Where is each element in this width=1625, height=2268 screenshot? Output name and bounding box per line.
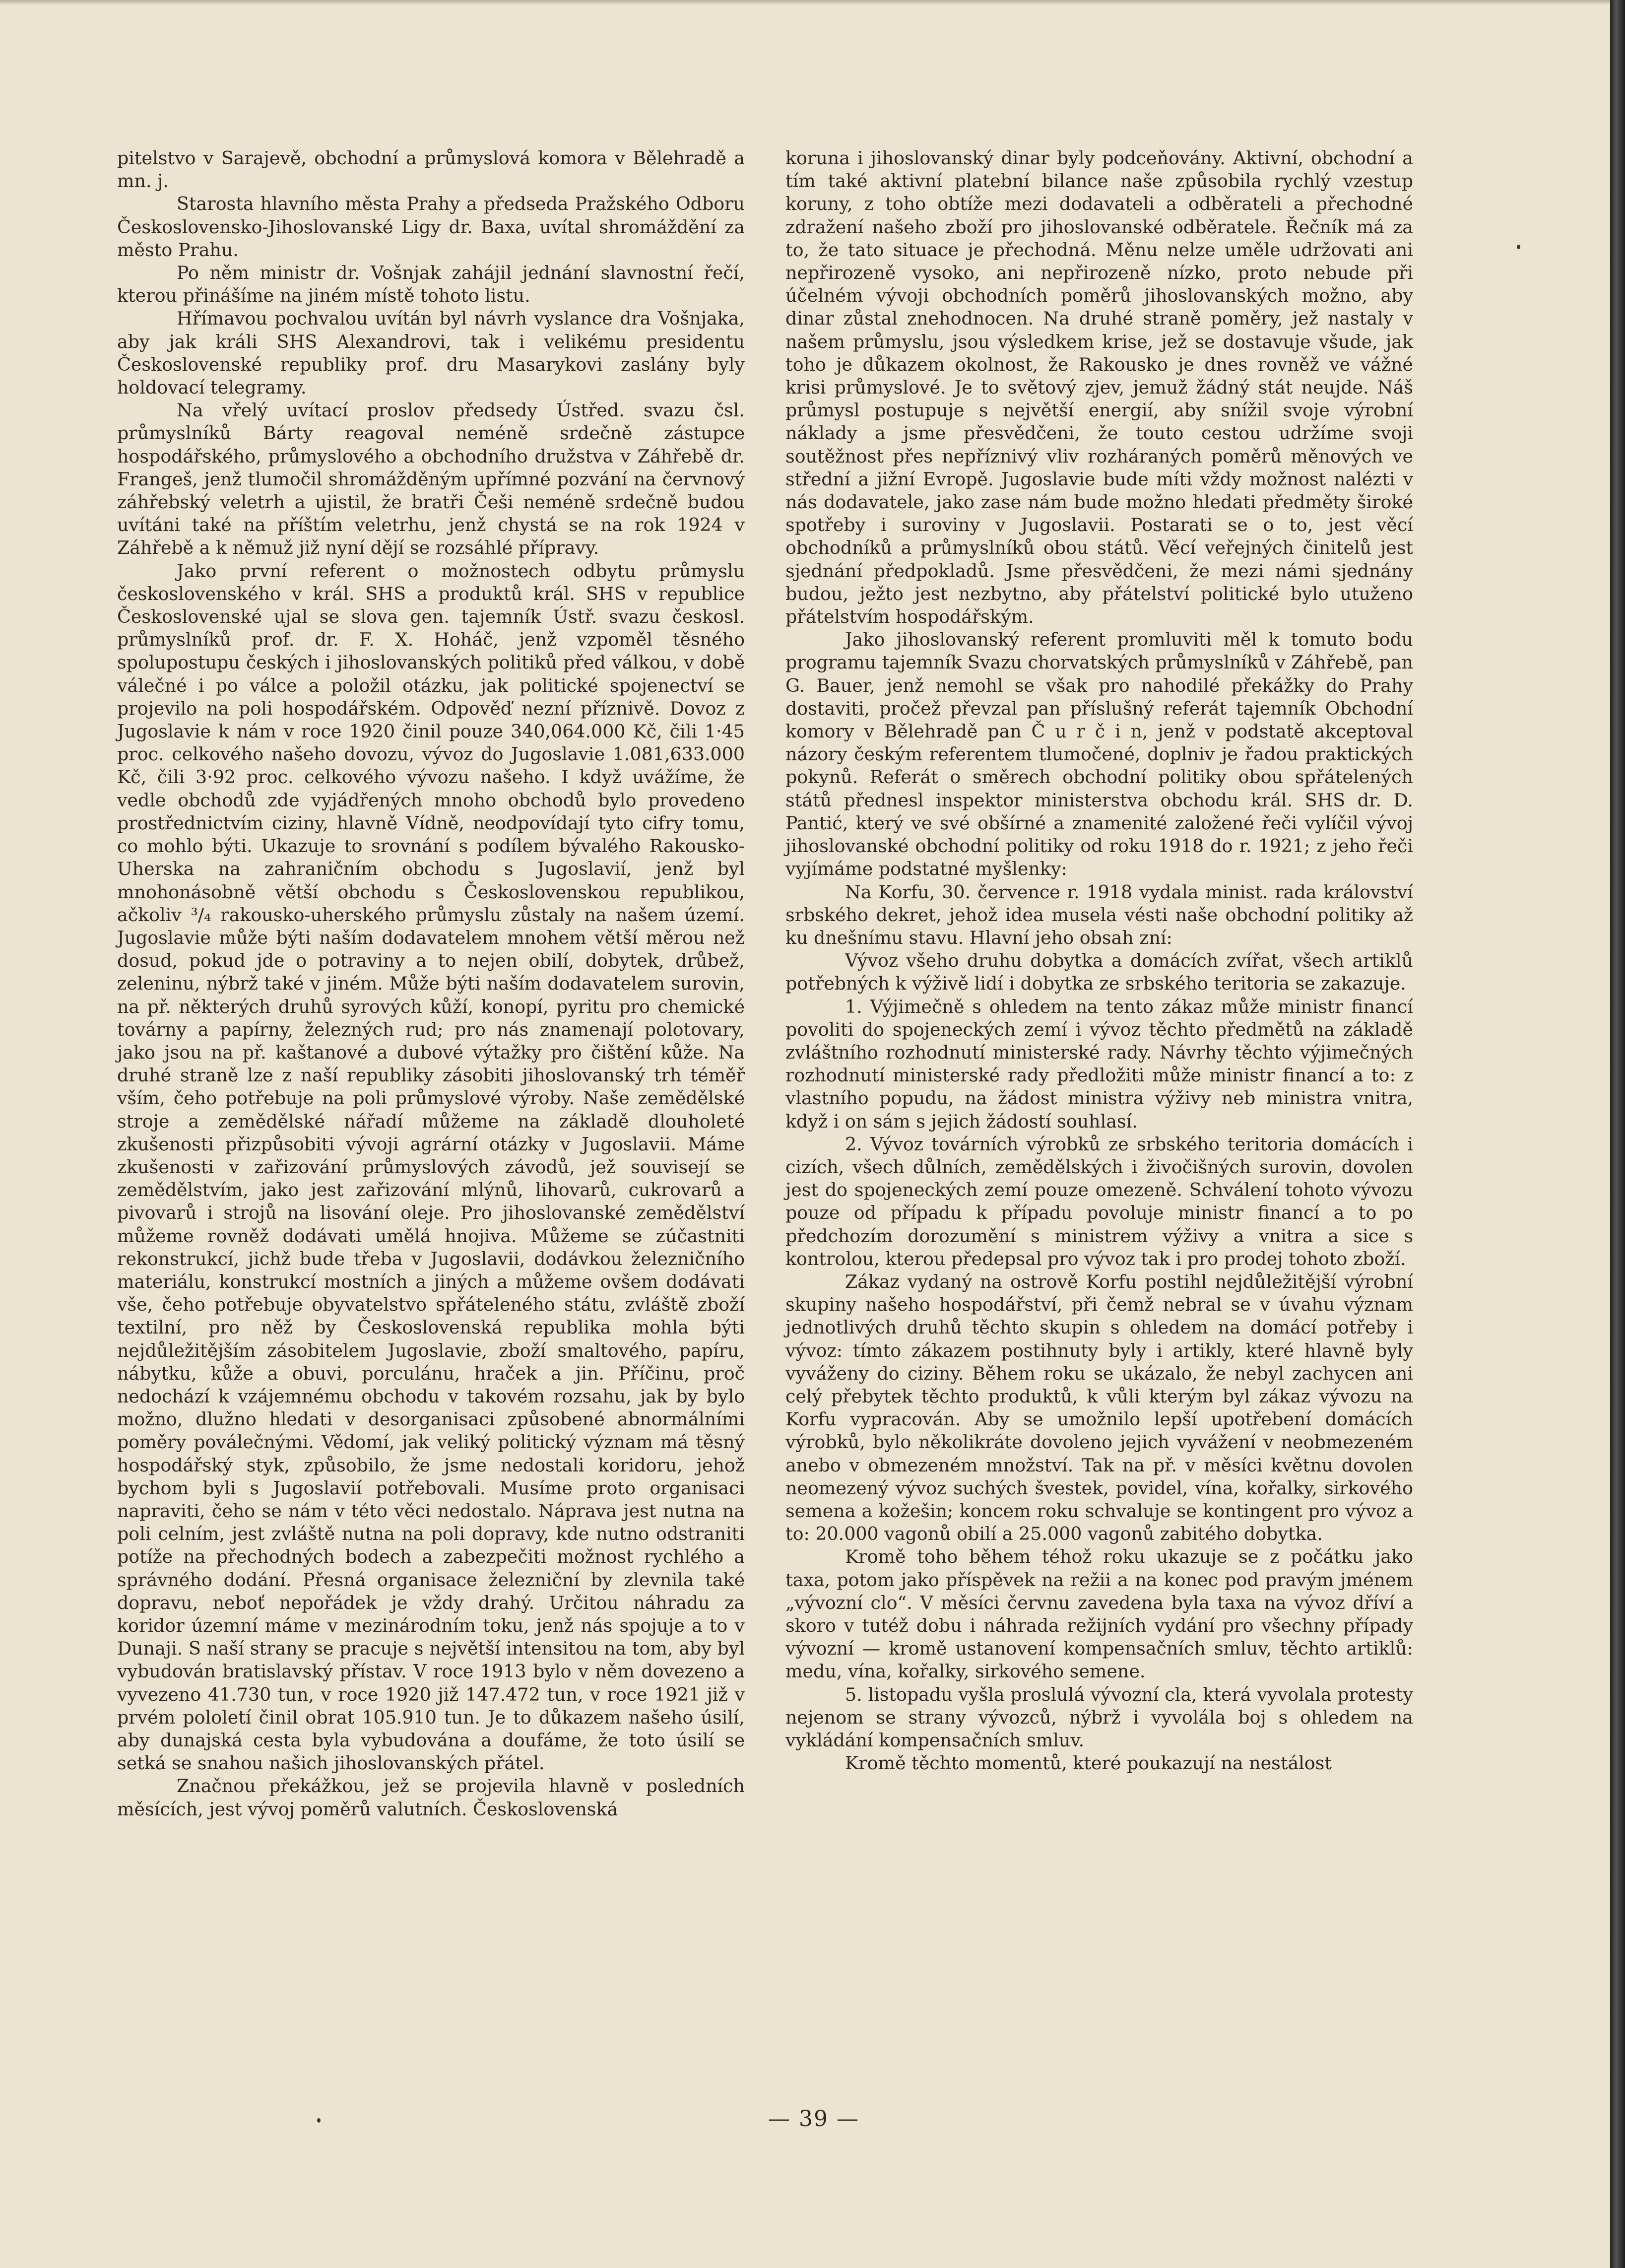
paragraph: Na Korfu, 30. července r. 1918 vydala minist. rada království srbského dekret, jehož idea musela vésti naše obchodní politiky až ku dnešnímu stavu. Hlavní jeho obsah zní: [785,881,1413,948]
page-number: — 39 — [768,2106,859,2132]
paragraph: Vývoz všeho druhu dobytka a domácích zvířat, všech artiklů potřebných k výživě lidí i dobytka ze srbského teritoria se zakazuje. [785,950,1413,995]
paragraph: Jako jihoslovanský referent promluviti měl k tomuto bodu programu tajemník Svazu chorvatských průmyslníků v Záhřebě, pan G. Bauer, jenž nemohl se však pro nahodilé překážky do Prahy dostaviti, pročež převzal pan příslušný referát tajemník Obchodní komory v Bělehradě pan Č u r č i n, jenž v podstatě akceptoval názory českým referentem tlumočené, doplniv je řadou praktických pokynů. Referát o směrech obchodní politiky obou spřátelených států přednesl inspektor ministerstva obchodu král. SHS dr. D. Pantić, který ve své obšírné a znamenité založené řeči vylíčil vývoj jihoslovanské obchodní politiky od roku 1918 do r. 1921; z jeho řeči vyjímáme podstatné myšlenky: [785,629,1413,880]
paragraph: Kromě toho během téhož roku ukazuje se z počátku jako taxa, potom jako příspěvek na režii a na konec pod pravým jménem „vývozní clo“. V měsíci červnu zavedena byla taxa na vývoz dříví a skoro v tutéž dobu i náhrada režijních vydání pro všechny případy vývozní — kromě ustanovení kompensačních smluv, těchto artiklů: medu, vína, kořalky, sirkového semene. [785,1546,1413,1682]
left-text-column [117,147,745,1821]
ink-speck [317,2118,321,2123]
paragraph: 1. Výjimečně s ohledem na tento zákaz může ministr financí povoliti do spojeneckých zemí i vývoz těchto předmětů na základě zvláštního rozhodnutí ministerské rady. Návrhy těchto výjimečných rozhodnutí ministerské rady předložiti může ministr financí a to: z vlastního popudu, na žádost ministra výživy neb ministra vnitra, když i on sám s jejich žádostí souhlasí. [785,996,1413,1132]
paragraph: Zákaz vydaný na ostrově Korfu postihl nejdůležitější výrobní skupiny našeho hospodářství, při čemž nebral se v úvahu význam jednotlivých druhů těchto skupin s ohledem na domácí potřeby i vývoz: tímto zákazem postihnuty byly i artikly, které hlavně byly vyváženy do ciziny. Během roku se ukázalo, že nebyl zachycen ani celý přebytek těchto produktů, k vůli kterým byl zákaz vývozu na Korfu vypracován. Aby se umožnilo lepší upotřebení domácích výrobků, bylo několikráte dovoleno jejich vyvážení v neobmezeném anebo v obmezeném množství. Tak na př. v měsíci květnu dovolen neomezený vývoz suchých švestek, povidel, vína, kořalky, sirkového semena a kožešin; koncem roku schvaluje se kontingent pro vývoz a to: 20.000 vagonů obilí a 25.000 vagonů zabitého dobytka. [785,1270,1413,1545]
paragraph: Značnou překážkou, jež se projevila hlavně v posledních měsících, jest vývoj poměrů valutních. Československá [117,1775,745,1820]
paragraph: Jako první referent o možnostech odbytu průmyslu československého v král. SHS a produktů král. SHS v republice Československé ujal se slova gen. tajemník Ústř. svazu českosl. průmyslníků prof. dr. F. X. Hoháč, jenž vzpoměl těsného spolupostupu českých i jihoslovanských politiků před válkou, v době válečné i po válce a položil otázku, jak politické spojenectví se projevilo na poli hospodářském. Odpověď nezní příznivě. Dovoz z Jugoslavie k nám v roce 1920 činil pouze 340,064.000 Kč, čili 1·45 proc. celkového našeho dovozu, vývoz do Jugoslavie 1.081,633.000 Kč, čili 3·92 proc. celkového vývozu našeho. I když uvážíme, že vedle obchodů zde vyjádřených mnoho obchodů bylo provedeno prostřednictvím ciziny, hlavně Vídně, neodpovídají tyto cifry tomu, co mohlo býti. Ukazuje to srovnání s podílem bývalého Rakousko-Uherska na zahraničním obchodu s Jugoslavií, jenž byl mnohonásobně větší obchodu s Československou republikou, ačkoliv ³/₄ rakousko-uherského průmyslu zůstaly na našem území. Jugoslavie může býti naším dodavatelem mnohem větší měrou než dosud, pokud jde o potraviny a to nejen obilí, dobytek, drůbež, zeleninu, nýbrž také v jiném. Může býti naším dodavatelem surovin, na př. některých druhů syrových kůží, konopí, pyritu pro chemické továrny a papírny, železných rud; pro nás znamenají polotovary, jako jsou na př. kaštanové a dubové výtažky pro čištění kůže. Na druhé straně lze z naší republiky zásobiti jihoslovanský trh téměř vším, čeho potřebuje na poli průmyslové výroby. Naše zemědělské stroje a zemědělské nářadí můžeme na základě dlouholeté zkušenosti přizpůsobiti vývoji agrární otázky v Jugoslavii. Máme zkušenosti v zařizování průmyslových závodů, jež souvisejí se zemědělstvím, jako jest zařizování mlýnů, lihovarů, cukrovarů a pivovarů i strojů na lisování oleje. Pro jihoslovanské zemědělství můžeme rovněž dodávati umělá hnojiva. Můžeme se zúčastniti rekonstrukcí, jichž bude třeba v Jugoslavii, dodávkou železničního materiálu, konstrukcí mostních a jiných a můžeme ovšem dodávati vše, čeho potřebuje obyvatelstvo spřáteleného státu, zvláště zboží textilní, pro něž by Československá republika mohla býti nejdůležitějším zásobitelem Jugoslavie, zboží smaltového, papíru, nábytku, kůže a obuvi, porculánu, hraček a jin. Příčinu, proč nedochází k vzájemnému obchodu v takovém rozsahu, jak by bylo možno, dlužno hledati v desorganisaci způsobené abnormálními poměry poválečnými. Vědomí, jak veliký politický význam má těsný hospodářský styk, způsobilo, že jsme nedostali koridoru, jehož bychom byli s Jugoslavií potřebovali. Musíme proto organisaci napraviti, čeho se nám v této věci nedostalo. Náprava jest nutna na poli celním, jest zvláště nutna na poli dopravy, kde nutno odstraniti potíže na přechodných bodech a zabezpečiti možnost rychlého a správného dodání. Přesná organisace železniční by zlevnila také dopravu, neboť nepořádek je vždy drahý. Určitou náhradu za koridor územní máme v mezinárodním toku, jenž nás spojuje a to v Dunaji. S naší strany se pracuje s největší intensitou na tom, aby byl vybudován bratislavský přístav. V roce 1913 bylo v něm dovezeno a vyvezeno 41.730 tun, v roce 1920 již 147.472 tun, v roce 1921 již v prvém pololetí činil obrat 105.910 tun. Je to důkazem našeho úsilí, aby dunajská cesta byla vybudována a doufáme, že toto úsilí se setká se snahou našich jihoslovanských přátel. [117,560,745,1774]
page-binding-edge [1610,0,1625,2268]
page-top-edge [0,0,1610,5]
paragraph: Na vřelý uvítací proslov předsedy Ústřed. svazu čsl. průmyslníků Bárty reagoval neméně srdečně zástupce hospodářského, průmyslového a obchodního družstva v Záhřebě dr. Frangeš, jenž tlumočil shromážděným upřímné pozvání na červnový záhřebský veletrh a ujistil, že bratři Češi neméně srdečně budou uvítáni také na příštím veletrhu, jenž chystá se na rok 1924 v Záhřebě a k němuž již nyní dějí se rozsáhlé přípravy. [117,400,745,559]
paragraph: Kromě těchto momentů, které poukazují na nestálost [845,1752,1332,1774]
paragraph: Hřímavou pochvalou uvítán byl návrh vyslance dra Vošnjaka, aby jak králi SHS Alexandrovi, tak i velikému presidentu Československé republiky prof. dru Masarykovi zaslány byly holdovací telegramy. [117,308,745,399]
paragraph: koruna i jihoslovanský dinar byly podceňovány. Aktivní, obchodní a tím také aktivní platební bilance naše způsobila rychlý vzestup koruny, z toho obtíže mezi dodavateli a odběrateli a přechodné zdražení našeho zboží pro jihoslovanské odběratele. Řečník má za to, že tato situace je přechodná. Měnu nelze uměle udržovati ani nepřirozeně vysoko, ani nepřirozeně nízko, proto nebude při účelném vývoji obchodních poměrů jihoslovanských možno, aby dinar zůstal znehodnocen. Na druhé straně poměry, jež nastaly v našem průmyslu, jsou výsledkem krise, jež se dostavuje všude, jak toho je důkazem okolnost, že Rakousko je dnes rovněž ve vážné krisi průmyslové. Je to světový zjev, jemuž žádný stát neujde. Náš průmysl postupuje s největší energií, aby snížil svoje výrobní náklady a jsme přesvědčeni, že touto cestou udržíme svoji soutěžnost přes nepříznivý vliv rozháraných poměrů měnových ve střední a jižní Evropě. Jugoslavie bude míti vždy možnost nalézti v nás dodavatele, jako zase nám bude možno hledati předměty široké spotřeby i suroviny v Jugoslavii. Postarati se o to, jest věcí obchodníků a průmyslníků obou států. Věcí veřejných činitelů jest sjednání předpokladů. Jsme přesvědčeni, že mezi námi sjednány budou, ježto jest nezbytno, aby přátelství politické bylo utuženo přátelstvím hospodářským. [785,147,1413,628]
paragraph: Po něm ministr dr. Vošnjak zahájil jednání slavnostní řečí, kterou přinášíme na jiném místě tohoto listu. [117,262,745,307]
ink-speck [1517,245,1520,249]
paragraph: pitelstvo v Sarajevě, obchodní a průmyslová komora v Bělehradě a mn. j. [117,147,745,192]
paragraph: 5. listopadu vyšla proslulá vývozní cla, která vyvolala protesty nejenom se strany vývozců, nýbrž i vyvolála boj s ohledem na vykládání kompensačních smluv. [785,1683,1413,1751]
paragraph: 2. Vývoz továrních výrobků ze srbského teritoria domácích i cizích, všech důlních, zemědělských i živočišných surovin, dovolen jest do spojeneckých zemí pouze omezeně. Schválení tohoto vývozu pouze od případu k případu povoluje ministr financí a to po předchozím dorozumění s ministrem výživy a vnitra a sice s kontrolou, kterou předepsal pro vývoz tak i pro prodej tohoto zboží. [785,1133,1413,1269]
right-text-column [785,147,1413,1775]
paragraph: Starosta hlavního města Prahy a předseda Pražského Odboru Československo-Jihoslovanské Ligy dr. Baxa, uvítal shromáždění za město Prahu. [117,193,745,261]
